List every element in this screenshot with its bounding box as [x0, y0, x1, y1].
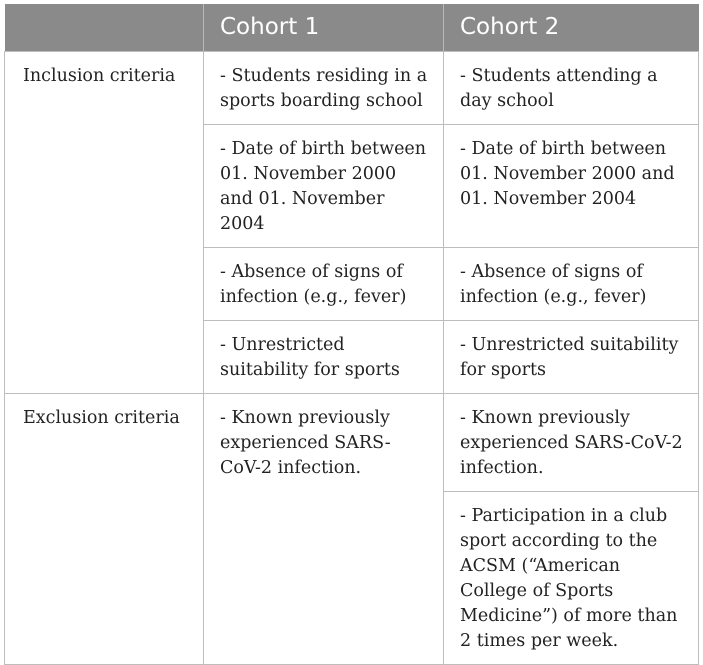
table-header — [5, 4, 699, 52]
table-row — [5, 52, 699, 125]
criteria-table — [4, 4, 699, 665]
table-cell: - Date of birth between 01. November 2000 and 01. November 2004 — [204, 125, 444, 248]
table-cell: - Date of birth between 01. November 2000 and 01. November 2004 — [444, 125, 699, 248]
table-cell: - Known previously experienced SARS-CoV-2 infection. — [204, 394, 444, 665]
header-cell-empty — [5, 4, 204, 52]
table-row — [5, 394, 699, 492]
table-cell: - Unrestricted suitability for sports — [444, 321, 699, 394]
row-label-exclusion: Exclusion criteria — [5, 394, 204, 665]
header-cohort-2: Cohort 2 — [444, 4, 699, 52]
table-body — [5, 52, 699, 665]
table-cell: - Students attending a day school — [444, 52, 699, 125]
table-cell: - Participation in a club sport according to the ACSM (“American College of Sports Medicine”) of more than 2 times per week. — [444, 492, 699, 665]
table-cell: - Students residing in a sports boarding school — [204, 52, 444, 125]
header-cohort-1: Cohort 1 — [204, 4, 444, 52]
criteria-table-container — [4, 4, 698, 665]
table-cell: - Absence of signs of infection (e.g., fever) — [204, 248, 444, 321]
row-label-inclusion: Inclusion criteria — [5, 52, 204, 394]
table-cell: - Absence of signs of infection (e.g., fever) — [444, 248, 699, 321]
table-cell: - Unrestricted suitability for sports — [204, 321, 444, 394]
table-cell: - Known previously experienced SARS-CoV-2 infection. — [444, 394, 699, 492]
header-row — [5, 4, 699, 52]
